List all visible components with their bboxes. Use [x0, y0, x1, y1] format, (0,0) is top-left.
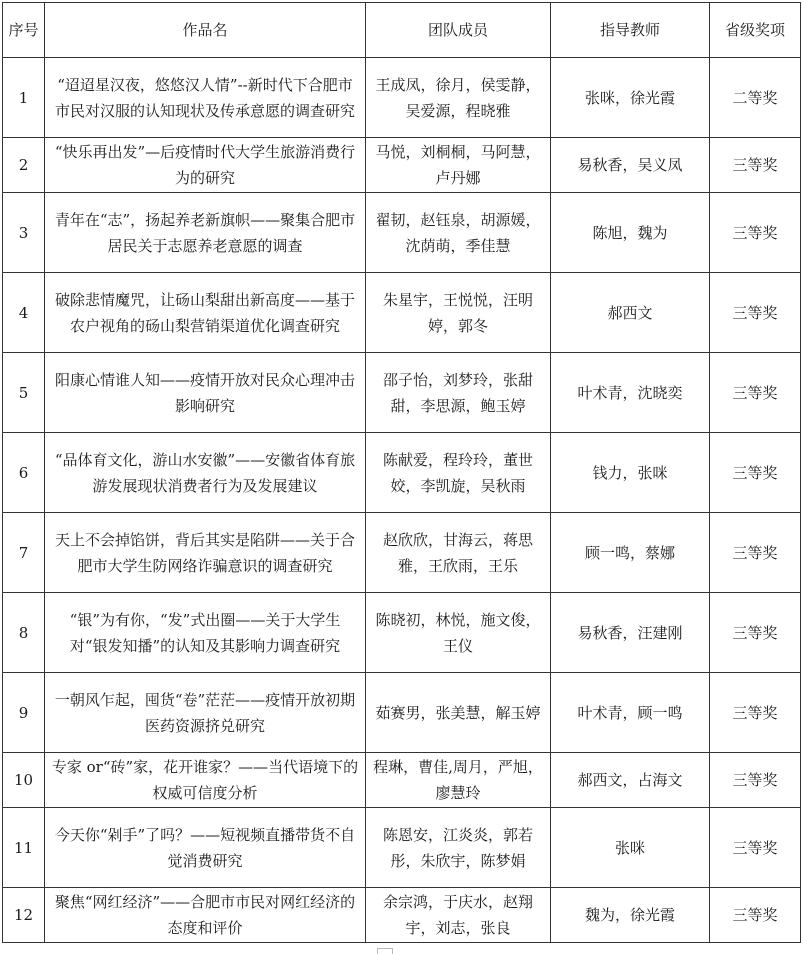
cell-title: 天上不会掉馅饼，背后其实是陷阱——关于合肥市大学生防网络诈骗意识的调查研究: [45, 513, 366, 593]
cell-teacher: 叶术青，顾一鸣: [551, 673, 710, 753]
cell-seq: 9: [3, 673, 45, 753]
cell-title: 专家 or“砖”家，花开谁家？——当代语境下的权威可信度分析: [45, 753, 366, 808]
cell-title: 阳康心情谁人知——疫情开放对民众心理冲击影响研究: [45, 353, 366, 433]
table-row: [3, 273, 801, 353]
cell-seq: 5: [3, 353, 45, 433]
cell-title: “品体育文化，游山水安徽”——安徽省体育旅游发展现状消费者行为及发展建议: [45, 433, 366, 513]
cell-award: 三等奖: [710, 138, 801, 193]
cell-teacher: 陈旭，魏为: [551, 193, 710, 273]
cell-teacher: 郝西文: [551, 273, 710, 353]
cell-title: 破除悲情魔咒，让砀山梨甜出新高度——基于农户视角的砀山梨营销渠道优化调查研究: [45, 273, 366, 353]
cell-title: 今天你“剁手”了吗？——短视频直播带货不自觉消费研究: [45, 808, 366, 888]
cell-team: 余宗鸿，于庆水，赵翔宇，刘志，张良: [366, 888, 551, 943]
cell-team: 翟韧，赵钰泉，胡源媛，沈荫萌，季佳慧: [366, 193, 551, 273]
header-team: 团队成员: [366, 3, 551, 58]
cell-title: 青年在“志”，扬起养老新旗帜——聚集合肥市居民关于志愿养老意愿的调查: [45, 193, 366, 273]
cell-award: 三等奖: [710, 513, 801, 593]
cell-seq: 12: [3, 888, 45, 943]
cell-seq: 7: [3, 513, 45, 593]
table-row: [3, 138, 801, 193]
cell-award: 三等奖: [710, 433, 801, 513]
cell-team: 陈献爱，程玲玲，董世姣，李凯旋，吴秋雨: [366, 433, 551, 513]
cell-team: 邵子怡，刘梦玲，张甜甜，李思源，鲍玉婷: [366, 353, 551, 433]
cell-teacher: 郝西文，占海文: [551, 753, 710, 808]
cell-teacher: 张咪: [551, 808, 710, 888]
cell-title: “快乐再出发”—后疫情时代大学生旅游消费行为的研究: [45, 138, 366, 193]
cell-title: 一朝风乍起，囤货“卷”茫茫——疫情开放初期医药资源挤兑研究: [45, 673, 366, 753]
cell-award: 三等奖: [710, 888, 801, 943]
cell-title: “银”为有你，“发”式出圈——关于大学生对“银发知播”的认知及其影响力调查研究: [45, 593, 366, 673]
table-row: [3, 673, 801, 753]
table-row: [3, 513, 801, 593]
cell-team: 王成凤，徐月，侯雯静，吴爱源，程晓雅: [366, 58, 551, 138]
table-row: [3, 433, 801, 513]
table-row: [3, 353, 801, 433]
table-row: [3, 193, 801, 273]
cell-seq: 8: [3, 593, 45, 673]
cell-seq: 3: [3, 193, 45, 273]
cell-team: 赵欣欣，甘海云，蒋思雅，王欣雨，王乐: [366, 513, 551, 593]
table-row: [3, 808, 801, 888]
cell-seq: 10: [3, 753, 45, 808]
cell-award: 三等奖: [710, 193, 801, 273]
table-row: [3, 753, 801, 808]
table-row: [3, 58, 801, 138]
cell-team: 陈恩安，江炎炎，郭若彤，朱欣宇，陈梦娟: [366, 808, 551, 888]
cell-teacher: 魏为，徐光霞: [551, 888, 710, 943]
cell-team: 马悦，刘桐桐，马阿慧，卢丹娜: [366, 138, 551, 193]
page-edge-mark: [377, 948, 393, 954]
cell-team: 朱星宇，王悦悦，汪明婷，郭冬: [366, 273, 551, 353]
cell-teacher: 易秋香，汪建刚: [551, 593, 710, 673]
cell-seq: 2: [3, 138, 45, 193]
cell-seq: 1: [3, 58, 45, 138]
awards-table: [2, 2, 801, 943]
cell-award: 三等奖: [710, 593, 801, 673]
cell-teacher: 钱力，张咪: [551, 433, 710, 513]
cell-award: 二等奖: [710, 58, 801, 138]
cell-teacher: 叶术青，沈晓奕: [551, 353, 710, 433]
header-row: [3, 3, 801, 58]
cell-team: 程琳，曹佳,周月，严旭，廖慧玲: [366, 753, 551, 808]
cell-teacher: 易秋香，吴义凤: [551, 138, 710, 193]
cell-seq: 4: [3, 273, 45, 353]
cell-team: 陈晓初，林悦，施文俊，王仪: [366, 593, 551, 673]
cell-award: 三等奖: [710, 753, 801, 808]
cell-award: 三等奖: [710, 353, 801, 433]
cell-award: 三等奖: [710, 673, 801, 753]
cell-award: 三等奖: [710, 808, 801, 888]
cell-team: 茹赛男，张美慧，解玉婷: [366, 673, 551, 753]
cell-seq: 6: [3, 433, 45, 513]
header-teacher: 指导教师: [551, 3, 710, 58]
cell-award: 三等奖: [710, 273, 801, 353]
header-award: 省级奖项: [710, 3, 801, 58]
cell-title: 聚焦“网红经济”——合肥市市民对网红经济的态度和评价: [45, 888, 366, 943]
table-row: [3, 888, 801, 943]
cell-title: “迢迢星汉夜，悠悠汉人情”--新时代下合肥市市民对汉服的认知现状及传承意愿的调查研究: [45, 58, 366, 138]
cell-seq: 11: [3, 808, 45, 888]
header-seq: 序号: [3, 3, 45, 58]
cell-teacher: 张咪，徐光霞: [551, 58, 710, 138]
header-title: 作品名: [45, 3, 366, 58]
cell-teacher: 顾一鸣，蔡娜: [551, 513, 710, 593]
table-row: [3, 593, 801, 673]
